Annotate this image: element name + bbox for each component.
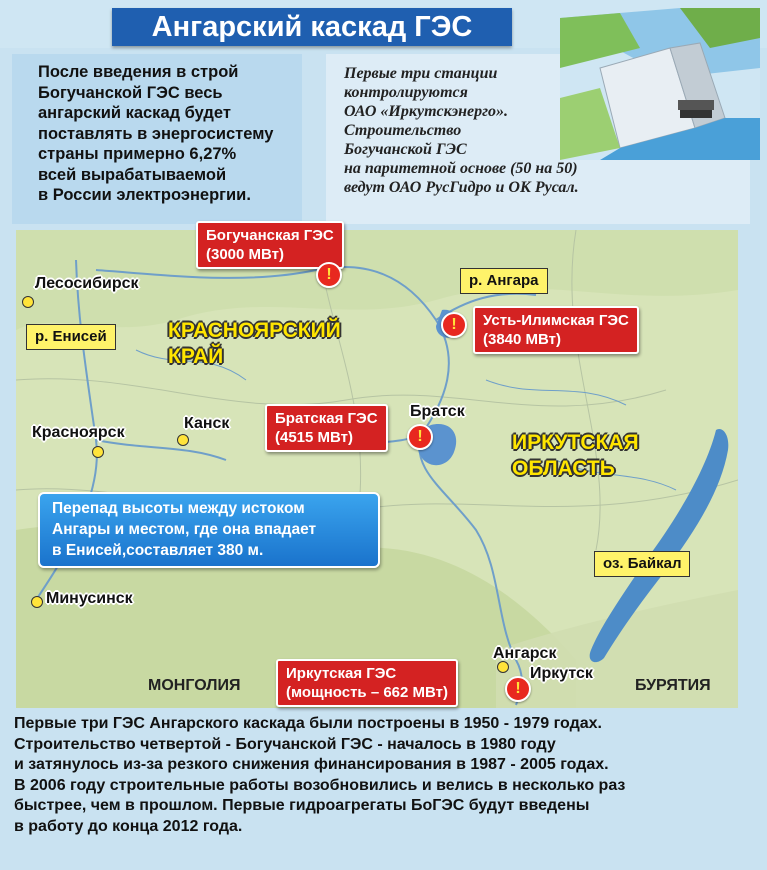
- station-capacity: (3840 МВт): [483, 331, 562, 348]
- label-river-angara: р. Ангара: [460, 268, 548, 294]
- city-dot: [22, 296, 34, 308]
- elevation-callout: [38, 492, 380, 568]
- intro-left-line: всей вырабатываемой: [38, 165, 227, 184]
- label-lake-baikal: оз. Байкал: [594, 551, 690, 577]
- warning-icon: !: [505, 676, 531, 702]
- footer-line: В 2006 году строительные работы возобновились и велись в несколько раз: [14, 776, 626, 794]
- intro-left-line: После введения в строй: [38, 63, 239, 81]
- city-dot: [92, 446, 104, 458]
- region-line: КРАСНОЯРСКИЙ: [168, 319, 341, 342]
- station-irkutskaya: [276, 659, 458, 707]
- station-capacity: (мощность – 662 МВт): [286, 684, 448, 701]
- footer-line: в работу до конца 2012 года.: [14, 817, 243, 835]
- footer-text: [14, 714, 754, 837]
- warning-icon: !: [316, 262, 342, 288]
- intro-right-line: ОАО «Иркутскэнерго».: [344, 103, 509, 120]
- callout-line: Ангары и местом, где она впадает: [52, 521, 317, 538]
- city-kansk: Канск: [184, 415, 230, 432]
- callout-line: Перепад высоты между истоком: [52, 500, 305, 517]
- intro-right-line: Первые три станции: [344, 65, 498, 82]
- intro-left-line: Богучанской ГЭС весь: [38, 83, 223, 102]
- city-minusinsk: Минусинск: [46, 590, 133, 607]
- intro-right-line: контролируются: [344, 84, 468, 101]
- page-title: Ангарский каскад ГЭС: [112, 8, 512, 46]
- intro-right-line: ведут ОАО РусГидро и ОК Русал.: [344, 179, 579, 196]
- station-ust-ilimskaya: [473, 306, 639, 354]
- station-name: Усть-Илимская ГЭС: [483, 312, 629, 329]
- intro-left-line: поставлять в энергосистему: [38, 124, 274, 143]
- station-boguchanskaya: [196, 221, 344, 269]
- intro-right-line: Строительство: [344, 122, 462, 139]
- station-capacity: (4515 МВт): [275, 429, 354, 446]
- region-krasnoyarsk: [168, 318, 341, 370]
- callout-line: в Енисей,составляет 380 м.: [52, 542, 264, 559]
- intro-left-line: ангарский каскад будет: [38, 104, 231, 122]
- footer-line: и затянулось из-за резкого снижения финансирования в 1987 - 2005 годах.: [14, 756, 609, 773]
- warning-icon: !: [441, 312, 467, 338]
- station-name: Иркутская ГЭС: [286, 665, 397, 682]
- region-line: КРАЙ: [168, 345, 224, 368]
- station-name: Братская ГЭС: [275, 410, 378, 427]
- dam-illustration: [560, 8, 760, 160]
- station-capacity: (3000 МВт): [206, 246, 285, 263]
- city-irkutsk: Иркутск: [530, 665, 593, 682]
- intro-left-line: страны примерно 6,27%: [38, 145, 237, 163]
- station-bratskaya: [265, 404, 388, 452]
- city-bratsk: Братск: [410, 403, 465, 420]
- label-river-yenisei: р. Енисей: [26, 324, 116, 350]
- region-line: ИРКУТСКАЯ: [512, 431, 639, 454]
- region-irkutsk: [512, 430, 639, 482]
- footer-line: Первые три ГЭС Ангарского каскада были построены в 1950 - 1979 годах.: [14, 715, 602, 732]
- city-angarsk: Ангарск: [493, 645, 557, 662]
- intro-left-panel: [12, 54, 302, 224]
- country-mongolia: МОНГОЛИЯ: [148, 677, 241, 694]
- intro-right-line: Богучанской ГЭС: [344, 141, 467, 158]
- city-dot: [31, 596, 43, 608]
- intro-left-line: в России электроэнергии.: [38, 186, 251, 204]
- country-buryatia: БУРЯТИЯ: [635, 677, 711, 694]
- city-dot: [177, 434, 189, 446]
- intro-left-text: [38, 62, 303, 206]
- region-line: ОБЛАСТЬ: [512, 457, 615, 480]
- city-krasnoyarsk: Красноярск: [32, 424, 125, 441]
- footer-line: Строительство четвертой - Богучанской ГЭС - началось в 1980 году: [14, 735, 556, 753]
- warning-icon: !: [407, 424, 433, 450]
- intro-right-line: на паритетной основе (50 на 50): [344, 160, 578, 177]
- station-name: Богучанская ГЭС: [206, 227, 334, 244]
- footer-line: быстрее, чем в прошлом. Первые гидроагрегаты БоГЭС будут введены: [14, 797, 590, 814]
- city-lesosibirsk: Лесосибирск: [35, 275, 139, 292]
